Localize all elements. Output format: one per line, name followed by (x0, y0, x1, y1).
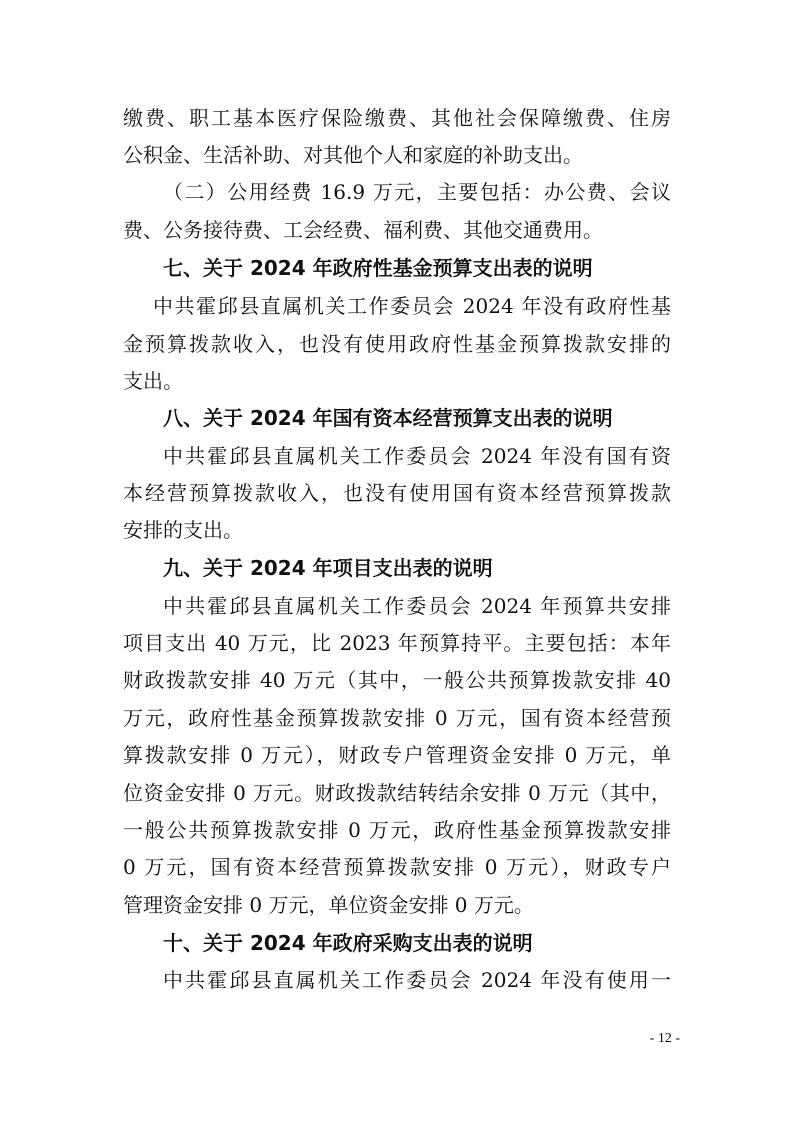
section-heading-10: 十、关于 2024 年政府采购支出表的说明 (163, 931, 533, 955)
body-text-line: 中共霍邱县直属机关工作委员会 2024 年没有国有资 (163, 444, 671, 468)
body-text-line: （二）公用经费 16.9 万元，主要包括：办公费、会议 (163, 180, 671, 204)
body-text-line: 费、公务接待费、工会经费、福利费、其他交通费用。 (123, 218, 603, 242)
body-text-line: 算拨款安排 0 万元），财政专户管理资金安排 0 万元，单 (123, 743, 671, 767)
body-text-line: 金预算拨款收入，也没有使用政府性基金预算拨款安排的 (123, 332, 671, 356)
body-text-line: 安排的支出。 (123, 518, 243, 542)
body-text-line: 万元，政府性基金预算拨款安排 0 万元，国有资本经营预 (123, 706, 671, 730)
body-text-line: 缴费、职工基本医疗保险缴费、其他社会保障缴费、住房 (123, 106, 671, 130)
body-text-line: 支出。 (123, 369, 183, 393)
section-heading-9: 九、关于 2024 年项目支出表的说明 (163, 556, 493, 580)
body-text-line: 公积金、生活补助、对其他个人和家庭的补助支出。 (123, 143, 583, 167)
body-text-line: 一般公共预算拨款安排 0 万元，政府性基金预算拨款安排 (123, 818, 671, 842)
section-heading-7: 七、关于 2024 年政府性基金预算支出表的说明 (163, 256, 593, 280)
body-text-line: 中共霍邱县直属机关工作委员会 2024 年没有政府性基 (153, 294, 671, 318)
body-text-line: 本经营预算拨款收入，也没有使用国有资本经营预算拨款 (123, 481, 671, 505)
body-text-line: 管理资金安排 0 万元，单位资金安排 0 万元。 (123, 893, 534, 917)
body-text-line: 中共霍邱县直属机关工作委员会 2024 年预算共安排 (163, 594, 671, 618)
body-text-line: 项目支出 40 万元，比 2023 年预算持平。主要包括：本年 (123, 631, 671, 655)
section-heading-8: 八、关于 2024 年国有资本经营预算支出表的说明 (163, 406, 613, 430)
body-text-line: 财政拨款安排 40 万元（其中，一般公共预算拨款安排 40 (123, 668, 671, 692)
body-text-line: 0 万元，国有资本经营预算拨款安排 0 万元），财政专户 (123, 855, 671, 879)
page-number: - 12 - (649, 1031, 680, 1046)
body-text-line: 中共霍邱县直属机关工作委员会 2024 年没有使用一 (163, 968, 671, 992)
body-text-line: 位资金安排 0 万元。财政拨款结转结余安排 0 万元（其中， (123, 781, 671, 805)
